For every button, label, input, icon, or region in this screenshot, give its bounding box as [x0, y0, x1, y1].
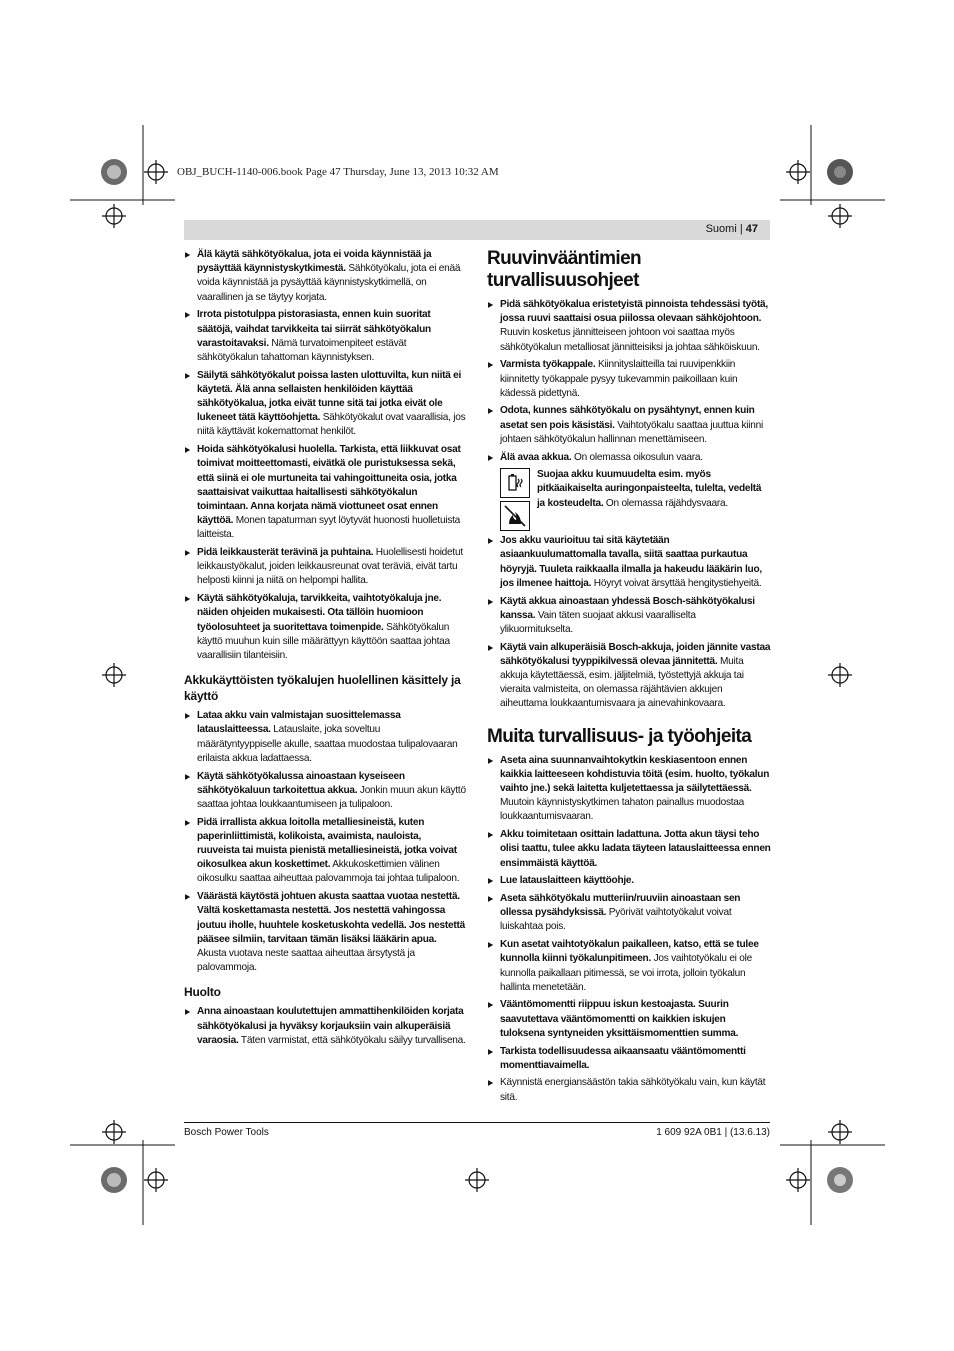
list-item: ▶ Käytä sähkötyökaluja, tarvikkeita, vaihtotyökaluja jne. näiden ohjeiden mukaisesti. Ota tällöin huomioon työolosuhteet ja suoritettava toimenpide. Sähkötyökalun käyttö muuhun kuin sille määrättyyn käyttöön saattaa johtaa vaarallisiin tilanteisiin.: [184, 592, 466, 663]
list-item: ▶ Käynnistä energiansäästön takia sähkötyökalu vain, kun käytät sitä.: [487, 1076, 771, 1104]
footer-doc-number: 1 609 92A 0B1 | (13.6.13): [656, 1127, 770, 1138]
list-item: ▶ Pidä irrallista akkua loitolla metalliesineistä, kuten paperinliittimistä, kolikoista, avaimista, nauloista, ruuveista tai muista pienistä metalliesineistä, jotka voivat oikosulkea akun koskettimet. Akkukoskettimien välinen oikosulku saattaa aiheuttaa palovammoja tai johtaa tulipaloon.: [184, 816, 466, 887]
general-safety-list: [184, 248, 466, 663]
list-item: ▶ Anna ainoastaan koulutettujen ammattihenkilöiden korjata sähkötyökalusi ja hyväksy korjauksiin vain alkuperäisiä varaosia. Täten varmistat, että sähkötyökalu säilyy turvallisena.: [184, 1005, 466, 1048]
list-item: ▶ Käytä akkua ainoastaan yhdessä Bosch-sähkötyökalusi kanssa. Vain täten suojaat akkusi vaaralliselta ylikuormitukselta.: [487, 595, 771, 638]
list-item: ▶ Kun asetat vaihtotyökalun paikalleen, katso, että se tulee kunnolla kiinni työkalunpitimeen. Jos vaihtotyökalu ei ole kunnolla paikallaan pitimessä, se voi irrota, jolloin työkalun hallinta menetetään.: [487, 938, 771, 995]
heat-warning-text: Suojaa akku kuumuudelta esim. myös pitkäaikaiselta auringonpaisteelta, tulelta, vedeltä ja kosteudelta. On olemassa räjähdysvaara.: [537, 469, 762, 509]
left-column: [184, 248, 466, 1051]
section-heading-service: Huolto: [184, 985, 221, 1000]
list-item: ▶ Säilytä sähkötyökalut poissa lasten ulottuvilta, kun niitä ei käytetä. Älä anna sellaisten henkilöiden käyttää sähkötyökalua, jotka eivät tunne sitä tai jotka eivät ole lukeneet tätä käyttöohjetta. Sähkötyökalut ovat vaarallisia, jos niitä käyttävät kokemattomat henkilöt.: [184, 369, 466, 440]
battery-heat-icon: [500, 468, 530, 498]
print-slug: OBJ_BUCH-1140-006.book Page 47 Thursday, June 13, 2013 10:32 AM: [177, 166, 499, 178]
footer-rule: [184, 1122, 770, 1123]
list-item: ▶ Odota, kunnes sähkötyökalu on pysähtynyt, ennen kuin asetat sen pois käsistäsi. Vaihtotyökalu saattaa juuttua kiinni johtaen sähkötyökalun hallinnan menettämiseen.: [487, 404, 771, 447]
list-item: ▶ Pidä sähkötyökalua eristetyistä pinnoista tehdessäsi työtä, jossa ruuvi saattaisi osua piilossa olevaan sähköjohtoon. Ruuvin kosketus jännitteiseen johtoon voi saattaa myös sähkötyökalun metalliosat jännitteisiksi ja johtaa sähköiskuun.: [487, 298, 771, 355]
section-heading-other-safety: Muita turvallisuus- ja työohjeita: [487, 725, 752, 747]
list-item: ▶ Tarkista todellisuudessa aikaansaatu vääntömomentti momenttiavaimella.: [487, 1045, 771, 1073]
list-item: ▶ Akku toimitetaan osittain ladattuna. Jotta akun täysi teho olisi taattu, tulee akku ladata täyteen latauslaitteessa ennen ensimmäistä käyttöä.: [487, 828, 771, 871]
page-header: [184, 220, 770, 240]
list-item: ▶ Väärästä käytöstä johtuen akusta saattaa vuotaa nestettä. Vältä koskettamasta nestettä. Jos nestettä vahingossa joutuu iholle, huuhtele kosketuskohta vedellä. Jos nestettä pääsee silmiin, tarvitaan tämän lisäksi lääkärin apua. Akusta vuotava neste saattaa aiheuttaa ärsytystä ja palovammoja.: [184, 890, 466, 975]
list-item: ▶ Jos akku vaurioituu tai sitä käytetään asiaankuulumattomalla tavalla, siitä saattaa purkautua höyryjä. Tuuleta raikkaalla ilmalla ja hakeudu lääkärin luo, jos ilmenee haittoja. Höyryt voivat ärsyttää hengitystiehyeitä.: [487, 534, 771, 591]
other-safety-list: [487, 754, 771, 1105]
battery-handling-list: [487, 534, 771, 711]
footer-brand: Bosch Power Tools: [184, 1127, 269, 1138]
list-item: ▶ Hoida sähkötyökalusi huolella. Tarkista, että liikkuvat osat toimivat moitteettomasti, eivätkä ole puristuksessa sekä, että siinä ei ole murtuneita tai vahingoittuneita osia, jotka saattaisivat vaikuttaa haitallisesti sähkötyökalun toimintaan. Anna korjata nämä viottuneet osat ennen käyttöä. Monen tapaturman syyt löytyvät huonosti huolletuista laitteista.: [184, 443, 466, 542]
list-item: ▶ Käytä vain alkuperäisiä Bosch-akkuja, joiden jännite vastaa sähkötyökalusi tyyppikilvessä olevaa jännitettä. Muita akkuja käytettäessä, esim. jäljitelmiä, työstettyjä akkuja tai vieraita valmisteita, on olemassa räjähtävien akkujen aiheuttama loukkaantumisvaara ja ainevahinkovaara.: [487, 641, 771, 712]
header-text: [706, 223, 758, 235]
section-heading-screwdriver-safety: Ruuvinvääntimien turvallisuusohjeet: [487, 248, 642, 291]
list-item: ▶ Aseta aina suunnanvaihtokytkin keskiasentoon ennen kaikkia laitteeseen kohdistuvia töitä (esim. huolto, työkalun vaihto jne.) sekä laitetta kuljetettaessa ja säilytettäessä. Muutoin käynnistyskytkimen tahaton painallus muodostaa loukkaantumisvaaran.: [487, 754, 771, 825]
no-fire-water-icon: [500, 501, 530, 531]
service-list: [184, 1005, 466, 1048]
list-item: ▶ Varmista työkappale. Kiinnityslaitteilla tai ruuvipenkkiin kiinnitetty työkappale pysyy tukevammin paikoillaan kuin kädessä pidettynä.: [487, 358, 771, 401]
list-item: ▶ Aseta sähkötyökalu mutteriin/ruuviin ainoastaan sen ollessa pysähdyksissä. Pyörivät vaihtotyökalut voivat luiskahtaa pois.: [487, 892, 771, 935]
page-number: 47: [745, 223, 758, 235]
screwdriver-safety-list: [487, 298, 771, 465]
right-column: [487, 248, 771, 1108]
battery-safety-list: [184, 709, 466, 975]
list-item: ▶ Älä käytä sähkötyökalua, jota ei voida käynnistää ja pysäyttää käynnistyskytkimestä. Sähkötyökalu, jota ei enää voida käynnistää ja pysäyttää käynnistyskytkimellä, on vaarallinen ja se täytyy korjata.: [184, 248, 466, 305]
section-heading-battery: Akkukäyttöisten työkalujen huolellinen käsittely ja käyttö: [184, 673, 461, 704]
list-item: ▶ Lue latauslaitteen käyttöohje.: [487, 874, 771, 888]
list-item: ▶ Käytä sähkötyökalussa ainoastaan kyseiseen sähkötyökaluun tarkoitettua akkua. Jonkin muun akun käyttö saattaa johtaa loukkaantumiseen ja tulipaloon.: [184, 770, 466, 813]
list-item: ▶ Pidä leikkausterät terävinä ja puhtaina. Huolellisesti hoidetut leikkaustyökalut, joiden leikkausreunat ovat teräviä, eivät tartu helposti kiinni ja niitä on helpompi hallita.: [184, 546, 466, 589]
list-item: ▶ Lataa akku vain valmistajan suosittelemassa latauslaitteessa. Latauslaite, joka soveltuu määrätyntyyppiselle akulle, saattaa muodostaa tulipalovaaran erilaista akkua ladattaessa.: [184, 709, 466, 766]
heat-warning-note: [500, 468, 771, 531]
header-separator: |: [739, 223, 743, 235]
list-item: ▶ Älä avaa akkua. On olemassa oikosulun vaara.: [487, 451, 771, 465]
list-item: ▶ Vääntömomentti riippuu iskun kestoajasta. Suurin saavutettava vääntömomentti on kaikkien iskujen tuloksena syntyneiden yksittäismomenttien summa.: [487, 998, 771, 1041]
header-language: Suomi: [705, 223, 737, 235]
warning-icons: [500, 468, 530, 531]
list-item: ▶ Irrota pistotulppa pistorasiasta, ennen kuin suoritat säätöjä, vaihdat tarvikkeita tai siirrät sähkötyökalun varastoitavaksi. Nämä turvatoimenpiteet estävät sähkötyökalun tahattoman käynnistyksen.: [184, 308, 466, 365]
